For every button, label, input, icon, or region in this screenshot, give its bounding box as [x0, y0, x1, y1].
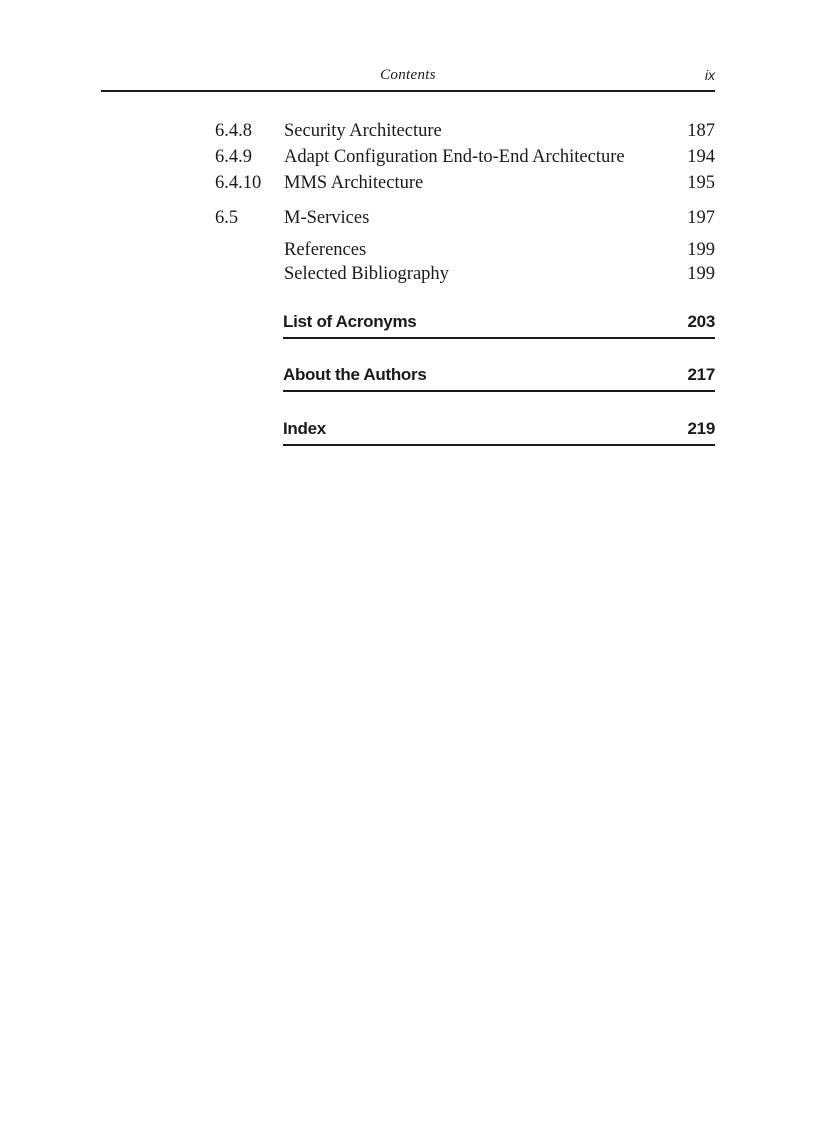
section-title: MMS Architecture [284, 173, 424, 193]
toc-entry-6-5 [215, 206, 715, 230]
part-page: 217 [687, 365, 715, 384]
part-title: About the Authors [283, 365, 427, 384]
part-page: 219 [687, 419, 715, 438]
section-page: 187 [687, 121, 715, 141]
section-number: 6.4.10 [215, 173, 262, 193]
section-title: Security Architecture [284, 121, 442, 141]
toc-entry-6-4-8 [215, 119, 715, 143]
section-page: 195 [687, 173, 715, 193]
toc-entry-6-4-10 [215, 171, 715, 195]
toc-entry-6-4-9 [215, 145, 715, 169]
section-page: 199 [687, 264, 715, 284]
toc-entry-selected-bibliography [215, 262, 715, 286]
section-title: References [284, 240, 367, 260]
section-number: 6.5 [215, 208, 239, 228]
section-page: 194 [687, 147, 715, 167]
section-number: 6.4.9 [215, 147, 252, 167]
section-page: 197 [687, 208, 715, 228]
running-head [101, 64, 715, 92]
section-page: 199 [687, 240, 715, 260]
toc-part-list-of-acronyms [283, 311, 715, 339]
running-title: Contents [380, 67, 436, 83]
part-title: Index [283, 419, 326, 438]
toc-entry-references [215, 238, 715, 262]
section-title: Selected Bibliography [284, 264, 449, 284]
page-number: ix [704, 67, 715, 83]
section-title: M-Services [284, 208, 370, 228]
part-title: List of Acronyms [283, 312, 417, 331]
toc-part-about-the-authors [283, 364, 715, 392]
section-number: 6.4.8 [215, 121, 252, 141]
section-title: Adapt Configuration End-to-End Architecture [284, 147, 625, 167]
part-page: 203 [687, 312, 715, 331]
toc-part-index [283, 418, 715, 446]
